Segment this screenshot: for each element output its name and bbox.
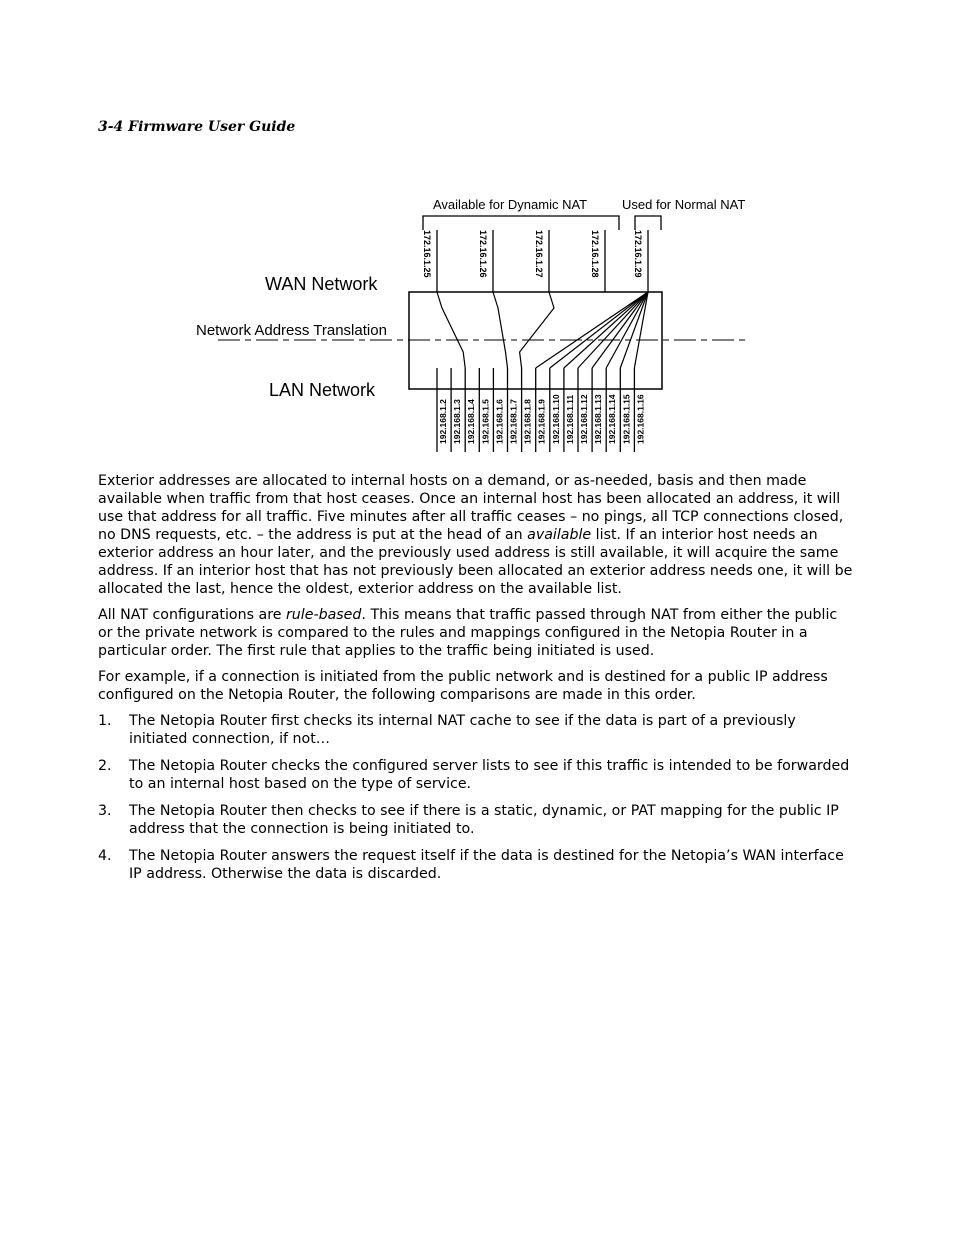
lan-ip-label: 192.168.1.13 [593, 394, 604, 444]
paragraph-rule-based-part2: . This means that traffic passed through NAT from either the public or the private network is compared to the rules and mappings configured in the Netopia Router in a particular order. The first rule that applies to the traffic being initiated is used. [98, 607, 838, 659]
lan-ip-label: 192.168.1.14 [607, 394, 618, 444]
list-item [98, 712, 854, 748]
lan-ip-label: 192.168.1.9 [536, 399, 547, 444]
page-header: 3-4 Firmware User Guide [98, 119, 296, 135]
lan-ip-label: 192.168.1.12 [579, 394, 589, 444]
lan-ip-label: 192.168.1.4 [466, 399, 477, 444]
lan-ip-label: 192.168.1.3 [452, 399, 463, 444]
lan-ip-label: 192.168.1.10 [550, 394, 561, 444]
list-item [98, 847, 854, 883]
nat-label: Network Address Translation [196, 322, 387, 339]
normal-nat-label: Used for Normal NAT [622, 197, 746, 212]
wan-ip-labels [422, 230, 643, 278]
comparison-list [98, 712, 854, 883]
available-dynamic-nat-label: Available for Dynamic NAT [433, 197, 588, 212]
pat-mapping-line [592, 292, 648, 368]
pat-mapping-line [564, 292, 648, 368]
paragraph-allocation-part2: list. If an interior host needs an exterior address an hour later, and the previously used address is still available, it will acquire the same address. If an interior host that has not previously been allocated an exterior address needs one, it will be allocated the last, hence the oldest, exterior address on the available list. [98, 527, 853, 597]
paragraph-example: For example, if a connection is initiated from the public network and is destined for a public IP address configured on the Netopia Router, the following comparisons are made in this order. [98, 669, 828, 703]
lan-ip-label: 192.168.1.8 [522, 399, 533, 444]
list-item-text: The Netopia Router answers the request itself if the data is destined for the Netopia’s WAN interface IP address. Otherwise the data is discarded. [129, 848, 844, 882]
list-item-text: The Netopia Router first checks its internal NAT cache to see if the data is part of a previously initiated connection, if not… [129, 713, 796, 747]
list-item-number: 1. [98, 713, 112, 729]
available-emphasis: available [527, 527, 592, 543]
list-item [98, 802, 854, 838]
lan-ip-label: 192.168.1.15 [621, 394, 632, 444]
nat-diagram [0, 0, 954, 470]
mapping-lines [437, 292, 648, 368]
lan-network-label: LAN Network [269, 380, 376, 400]
rule-based-emphasis: rule-based [285, 607, 362, 623]
list-item-number: 4. [98, 848, 112, 864]
lan-ip-label: 192.168.1.5 [480, 399, 491, 444]
dynamic-mapping-line [520, 292, 554, 368]
list-item-text: The Netopia Router checks the configured server lists to see if this traffic is intended to be forwarded to an internal host based on the type of service. [129, 758, 850, 792]
wan-network-label: WAN Network [265, 274, 378, 294]
wan-ip-label: 172.16.1.25 [422, 230, 432, 278]
list-item-number: 3. [98, 803, 112, 819]
pat-mapping-line [550, 292, 648, 368]
wan-ip-label: 172.16.1.26 [478, 230, 488, 278]
list-item-number: 2. [98, 758, 112, 774]
list-item [98, 757, 854, 793]
lan-ip-label: 192.168.1.6 [494, 399, 505, 444]
list-item-text: The Netopia Router then checks to see if there is a static, dynamic, or PAT mapping for the public IP address that the connection is being initiated to. [129, 803, 839, 837]
wan-ip-label: 172.16.1.29 [633, 230, 643, 278]
lan-ip-labels [438, 394, 645, 444]
lan-ip-label: 192.168.1.2 [438, 399, 448, 444]
wan-ip-label: 172.16.1.27 [534, 230, 544, 278]
paragraph-rule-based-part1: All NAT configurations are [98, 607, 286, 623]
normal-bracket [635, 216, 661, 230]
lan-ip-label: 192.168.1.11 [564, 394, 575, 444]
lan-ip-label: 192.168.1.16 [635, 394, 646, 444]
available-bracket [423, 216, 619, 230]
paragraph-allocation [98, 472, 854, 598]
lan-ip-label: 192.168.1.7 [508, 399, 519, 444]
body-text [98, 472, 854, 892]
wan-ip-label: 172.16.1.28 [590, 230, 600, 278]
paragraph-allocation-part1: Exterior addresses are allocated to internal hosts on a demand, or as-needed, basis and then made available when traffic from that host ceases. Once an internal host has been allocated an address, it will use that address for all traffic. Five minutes after all traffic ceases – no pings, all TCP connections closed, no DNS requests, etc. – the address is put at the head of an [98, 473, 844, 543]
dynamic-mapping-line [493, 292, 508, 368]
dynamic-mapping-line [437, 292, 465, 368]
paragraph-rule-based [98, 606, 854, 660]
